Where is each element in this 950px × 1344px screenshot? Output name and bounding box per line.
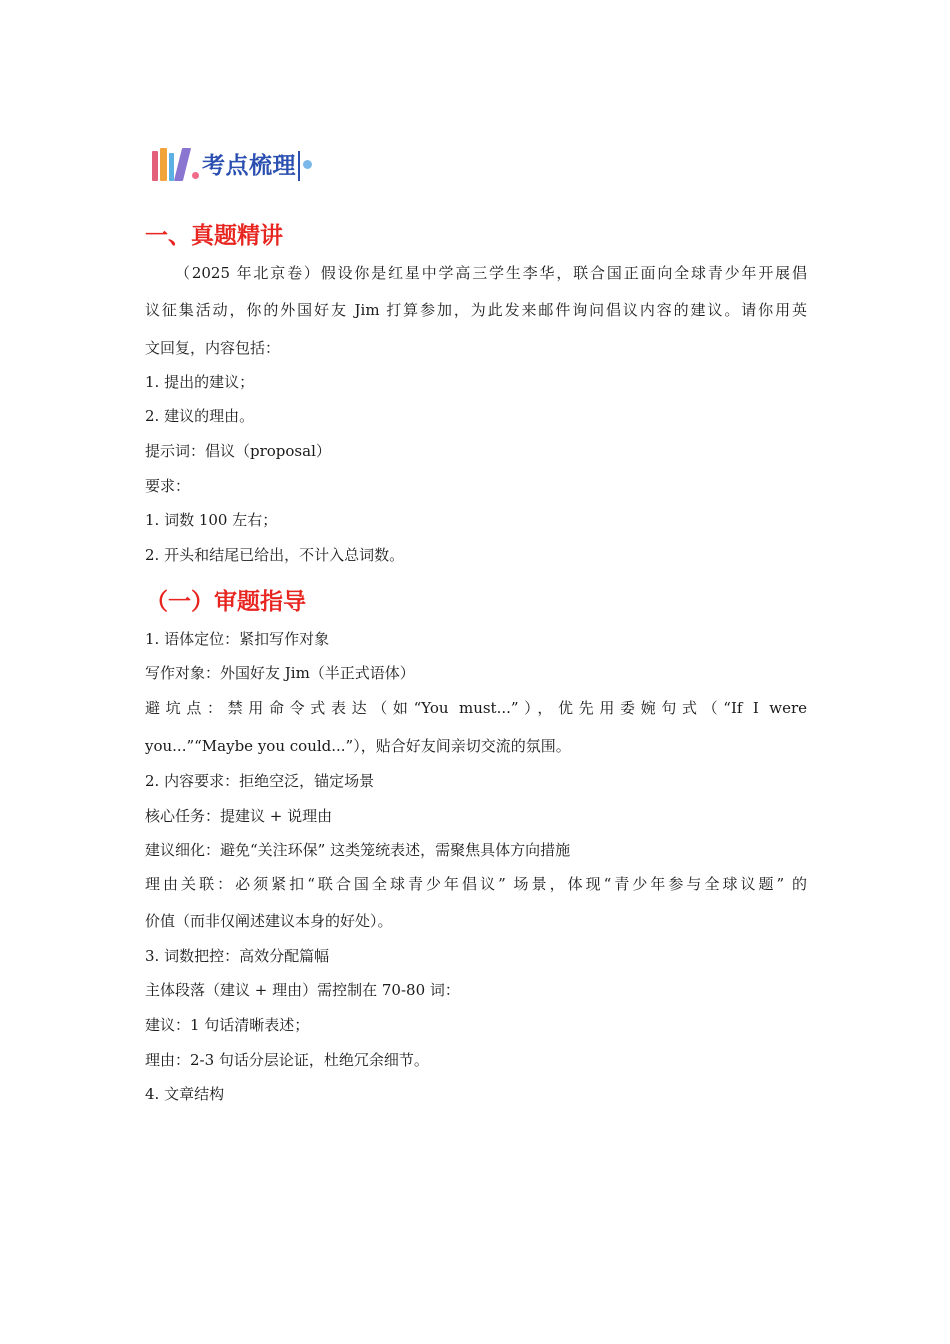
list-item: 2. 开头和结尾已给出，不计入总词数。 — [145, 546, 405, 564]
guide-line: 理由：2-3 句话分层论证，杜绝冗余细节。 — [145, 1051, 429, 1069]
guide-line: 1. 语体定位：紧扣写作对象 — [145, 630, 330, 648]
list-item: 1. 词数 100 左右； — [145, 511, 278, 529]
guide-line: 主体段落（建议 + 理由）需控制在 70-80 词： — [145, 981, 460, 999]
list-item: 提示词：倡议（proposal） — [145, 442, 331, 460]
guide-line: 避坑点：禁用命令式表达（如“You must...”），优先用委婉句式（“If I were — [145, 699, 807, 717]
prompt-line: 议征集活动，你的外国好友 Jim 打算参加，为此发来邮件询问倡议内容的建议。请你用英 — [145, 301, 807, 319]
dot-icon — [303, 160, 312, 169]
guide-line: 核心任务：提建议 + 说理由 — [145, 807, 333, 825]
section-heading-1: 一、真题精讲 — [145, 223, 283, 249]
guide-line: you...”“Maybe you could...”），贴合好友间亲切交流的氛围。 — [145, 737, 571, 755]
guide-line: 建议：1 句话清晰表述； — [145, 1016, 310, 1034]
prompt-line: 文回复，内容包括： — [145, 339, 281, 357]
list-item: 2. 建议的理由。 — [145, 407, 255, 425]
dot-icon — [192, 172, 199, 179]
guide-line: 2. 内容要求：拒绝空泛，锚定场景 — [145, 772, 375, 790]
logo-title: 考点梳理 — [202, 151, 300, 181]
books-icon — [152, 147, 189, 181]
guide-line: 建议细化：避免“关注环保” 这类笼统表述，需聚焦具体方向措施 — [145, 841, 571, 859]
guide-line: 4. 文章结构 — [145, 1085, 225, 1103]
section-heading-2: （一）审题指导 — [145, 589, 306, 615]
guide-line: 价值（而非仅阐述建议本身的好处）。 — [145, 912, 393, 930]
list-item: 要求： — [145, 477, 191, 495]
guide-line: 写作对象：外国好友 Jim（半正式语体） — [145, 664, 415, 682]
section-logo — [152, 143, 312, 181]
guide-line: 3. 词数把控：高效分配篇幅 — [145, 947, 330, 965]
prompt-line: （2025 年北京卷）假设你是红星中学高三学生李华，联合国正面向全球青少年开展倡 — [175, 264, 807, 282]
guide-line: 理由关联：必须紧扣“联合国全球青少年倡议” 场景，体现“青少年参与全球议题” 的 — [145, 875, 807, 893]
list-item: 1. 提出的建议； — [145, 373, 255, 391]
